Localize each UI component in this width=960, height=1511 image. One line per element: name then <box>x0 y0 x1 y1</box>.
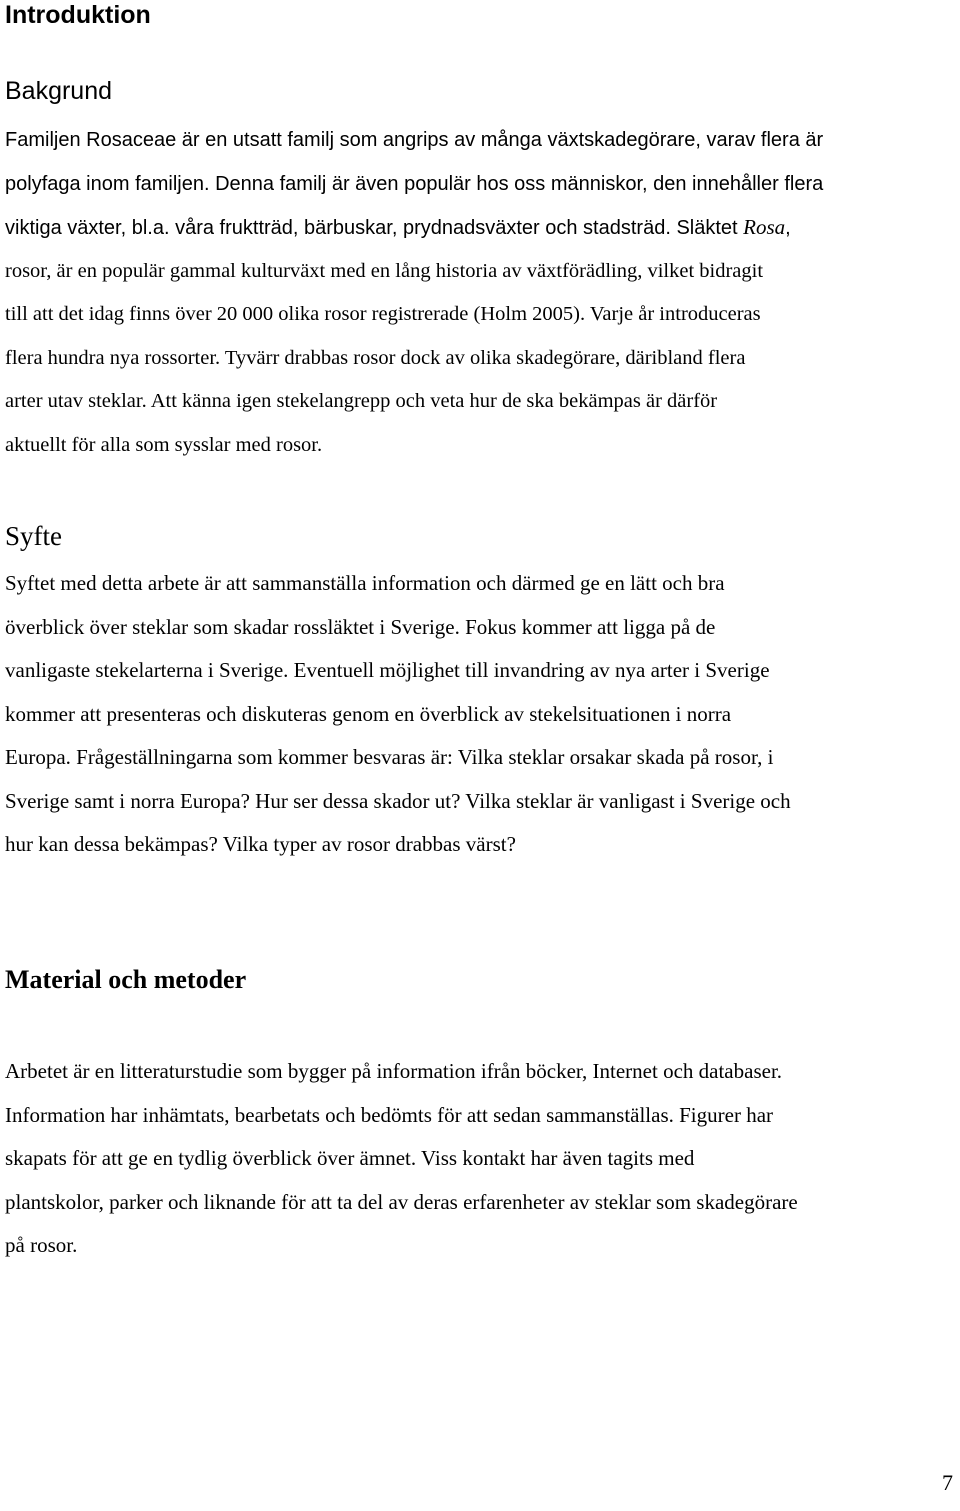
purpose-paragraph <box>5 562 791 867</box>
methods-paragraph <box>5 1050 798 1268</box>
line-text-comma: , <box>785 217 791 239</box>
paragraph-line: skapats för att ge en tydlig överblick över ämnet. Viss kontakt har även tagits med <box>5 1146 695 1170</box>
paragraph-line: Sverige samt i norra Europa? Hur ser dessa skador ut? Vilka steklar är vanligast i Sverige och <box>5 788 791 813</box>
paragraph-line: vanligaste stekelarterna i Sverige. Eventuell möjlighet till invandring av nya arter i Sverige <box>5 658 770 682</box>
genus-name-italic: Rosa <box>743 215 786 239</box>
paragraph-line: överblick över steklar som skadar rossläktet i Sverige. Fokus kommer att ligga på de <box>5 614 716 639</box>
background-paragraph <box>5 119 823 467</box>
paragraph-line: flera hundra nya rossorter. Tyvärr drabbas rosor dock av olika skadegörare, däribland flera <box>5 346 746 369</box>
line-text-tail: Släktet <box>670 217 744 239</box>
paragraph-line: Information har inhämtats, bearbetats och bedömts för att sedan sammanställas. Figurer har <box>5 1102 774 1127</box>
paragraph-line: till att det idag finns över 20 000 olika rosor registrerade (Holm 2005). Varje år introduceras <box>5 303 761 325</box>
section-title-introduction: Introduktion <box>5 1 151 29</box>
paragraph-line: Europa. Frågeställningarna som kommer besvaras är: Vilka steklar orsakar skada på rosor, i <box>5 745 774 769</box>
paragraph-line: på rosor. <box>5 1233 78 1257</box>
paragraph-line: plantskolor, parker och liknande för att ta del av deras erfarenheter av steklar som skadegörare <box>5 1189 798 1214</box>
paragraph-line: Familjen Rosaceae är en utsatt familj som angrips av många växtskadegörare, varav flera är <box>5 129 824 151</box>
paragraph-line: polyfaga inom familjen. Denna familj är även populär hos oss människor, den innehåller flera <box>5 172 824 195</box>
paragraph-line: Arbetet är en litteraturstudie som bygger på information ifrån böcker, Internet och databaser. <box>5 1059 783 1083</box>
subsection-heading-purpose: Syfte <box>5 521 62 551</box>
paragraph-line: Syftet med detta arbete är att sammanställa information och därmed ge en lätt och bra <box>5 571 725 595</box>
paragraph-line <box>5 206 823 250</box>
line-text: viktiga växter, bl.a. våra fruktträd, bärbuskar, prydnadsväxter och stadsträd. <box>5 217 671 239</box>
page-number: 7 <box>942 1470 953 1495</box>
paragraph-line: kommer att presenteras och diskuteras genom en överblick av stekelsituationen i norra <box>5 701 732 726</box>
paragraph-line: arter utav steklar. Att känna igen stekelangrepp och veta hur de ska bekämpas är därför <box>5 390 718 412</box>
subsection-heading-background: Bakgrund <box>5 77 113 105</box>
section-title-methods: Material och metoder <box>5 965 247 994</box>
paragraph-line: aktuellt för alla som sysslar med rosor. <box>5 433 323 456</box>
paragraph-line: hur kan dessa bekämpas? Vilka typer av rosor drabbas värst? <box>5 832 516 856</box>
paragraph-line: rosor, är en populär gammal kulturväxt med en lång historia av växtförädling, vilket bidragit <box>5 259 764 282</box>
